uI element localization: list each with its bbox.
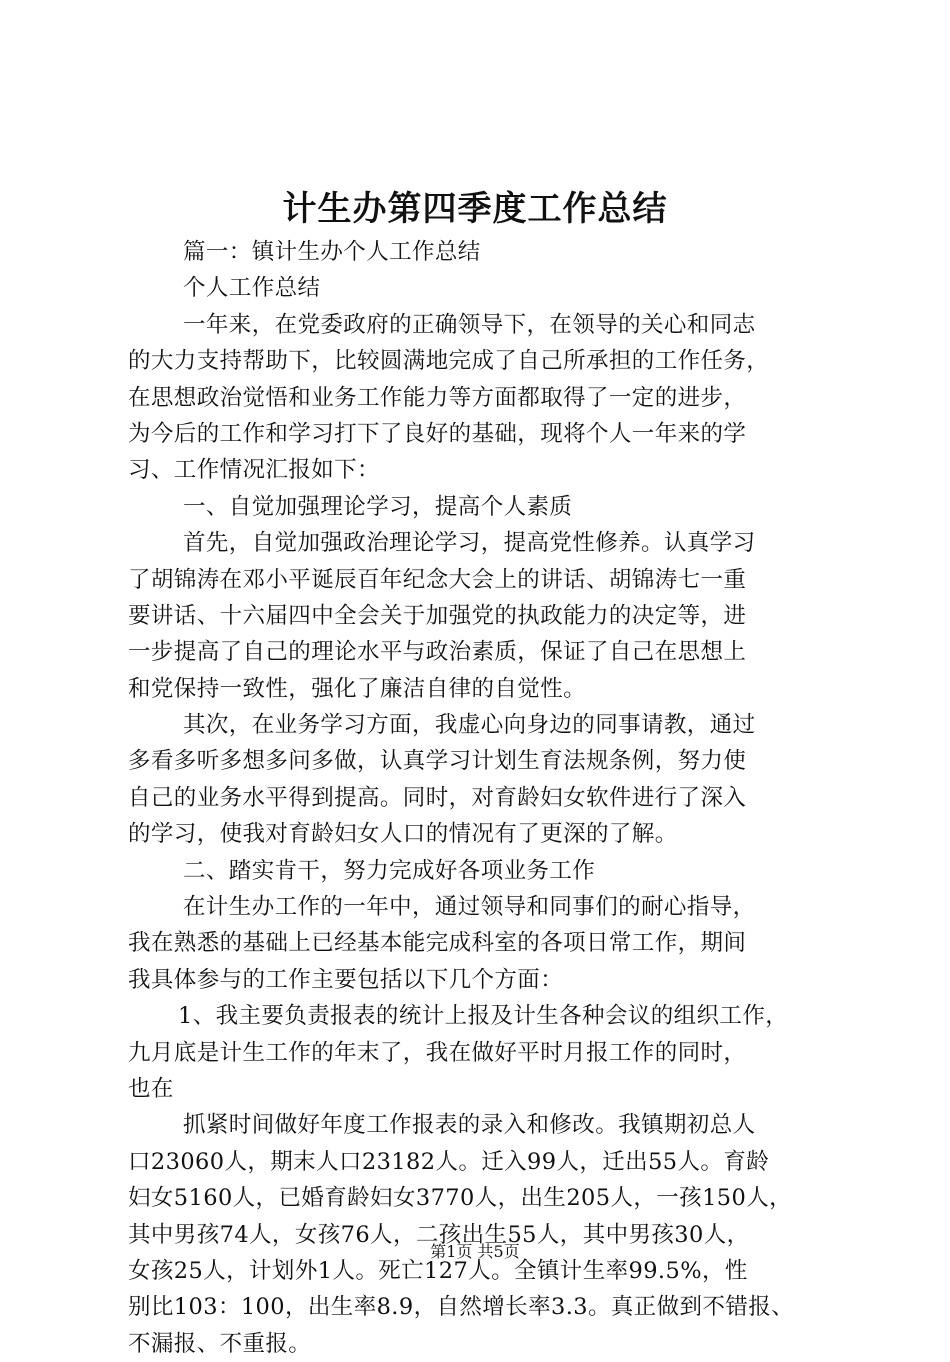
paragraph-line: 口23060人，期末人口23182人。迁入99人，迁出55人。育龄 (128, 1148, 770, 1175)
document-body (128, 234, 848, 1362)
paragraph-line: 不漏报、不重报。 (128, 1330, 312, 1357)
section-heading-two: 二、踏实肯干，努力完成好各项业务工作 (183, 857, 596, 884)
list-item-one: 1、我主要负责报表的统计上报及计生各种会议的组织工作， (178, 1003, 789, 1030)
section-heading-one: 一、自觉加强理论学习，提高个人素质 (183, 493, 573, 520)
paragraph-line: 在思想政治觉悟和业务工作能力等方面都取得了一定的进步， (128, 384, 747, 411)
paragraph-line: 其次，在业务学习方面，我虚心向身边的同事请教，通过 (183, 712, 756, 739)
paragraph-line: 一步提高了自己的理论水平与政治素质，保证了自己在思想上 (128, 639, 747, 666)
paragraph-line: 首先，自觉加强政治理论学习，提高党性修养。认真学习 (183, 530, 756, 557)
page-indicator: 第1页 共5页 (430, 1242, 520, 1261)
paragraph-line: 妇女5160人，已婚育龄妇女3770人，出生205人，一孩150人， (128, 1185, 793, 1212)
paragraph-line: 抓紧时间做好年度工作报表的录入和修改。我镇期初总人 (183, 1112, 756, 1139)
paragraph-line: 的学习，使我对育龄妇女人口的情况有了更深的了解。 (128, 821, 678, 848)
paragraph-line: 了胡锦涛在邓小平诞辰百年纪念大会上的讲话、胡锦涛七一重 (128, 566, 747, 593)
paragraph-line: 习、工作情况汇报如下： (128, 457, 380, 484)
section-heading-part-one: 篇一：镇计生办个人工作总结 (183, 239, 481, 265)
paragraph-line: 别比103：100，出生率8.9，自然增长率3.3。真正做到不错报、 (128, 1294, 795, 1321)
paragraph-line: 在计生办工作的一年中，通过领导和同事们的耐心指导， (183, 894, 756, 921)
paragraph-line: 的大力支持帮助下，比较圆满地完成了自己所承担的工作任务， (128, 348, 770, 375)
paragraph-line: 自己的业务水平得到提高。同时，对育龄妇女软件进行了深入 (128, 784, 747, 811)
paragraph-line: 多看多听多想多问多做，认真学习计划生育法规条例，努力使 (128, 748, 747, 775)
paragraph-line: 要讲话、十六届四中全会关于加强党的执政能力的决定等，进 (128, 602, 747, 629)
paragraph-line: 女孩25人，计划外1人。死亡127人。全镇计生率99.5%，性 (128, 1257, 748, 1284)
document-title: 计生办第四季度工作总结 (282, 189, 668, 229)
paragraph-line: 和党保持一致性，强化了廉洁自律的自觉性。 (128, 675, 587, 702)
paragraph-line: 我具体参与的工作主要包括以下几个方面： (128, 966, 564, 993)
paragraph-line: 为今后的工作和学习打下了良好的基础，现将个人一年来的学 (128, 420, 747, 447)
paragraph-line: 九月底是计生工作的年末了，我在做好平时月报工作的同时， (128, 1039, 747, 1066)
paragraph-line: 也在 (128, 1075, 174, 1102)
paragraph-line: 我在熟悉的基础上已经基本能完成科室的各项日常工作，期间 (128, 930, 747, 957)
subheading-personal-summary: 个人工作总结 (183, 275, 321, 302)
paragraph-line: 一年来，在党委政府的正确领导下，在领导的关心和同志 (183, 311, 756, 338)
paragraph-line: 其中男孩74人，女孩76人，二孩出生55人，其中男孩30人， (128, 1221, 750, 1248)
